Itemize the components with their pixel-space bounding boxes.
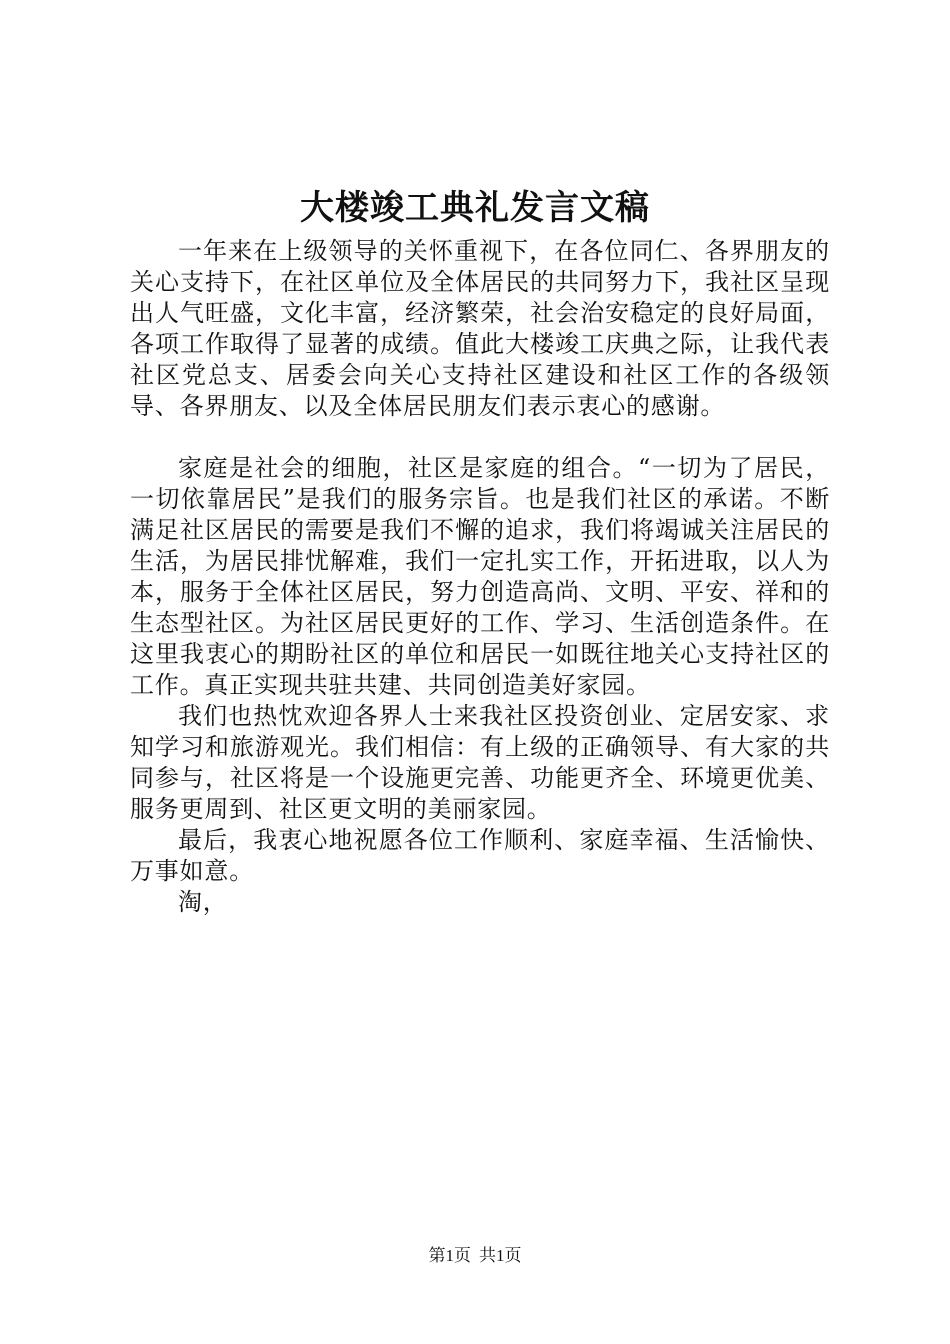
paragraph-3: 我们也热忱欢迎各界人士来我社区投资创业、定居安家、求知学习和旅游观光。我们相信：有上级的正确领导、有大家的共同参与，社区将是一个设施更完善、功能更齐全、环境更优美、服务更周到、社区更文明的美丽家园。 (130, 702, 830, 823)
page-total: 共1页 (479, 1246, 522, 1265)
page-footer (0, 1244, 950, 1268)
paragraph-spacer (130, 422, 830, 453)
document-title: 大楼竣工典礼发言文稿 (300, 188, 650, 228)
paragraph-2: 家庭是社会的细胞，社区是家庭的组合。“一切为了居民，一切依靠居民”是我们的服务宗旨。也是我们社区的承诺。不断满足社区居民的需要是我们不懈的追求，我们将竭诚关注居民的生活，为居民排忧解难，我们一定扎实工作，开拓进取，以人为本，服务于全体社区居民，努力创造高尚、文明、平安、祥和的生态型社区。为社区居民更好的工作、学习、生活创造条件。在这里我衷心的期盼社区的单位和居民一如既往地关心支持社区的工作。真正实现共驻共建、共同创造美好家园。 (130, 454, 830, 699)
paragraph-1: 一年来在上级领导的关怀重视下，在各位同仁、各界朋友的关心支持下，在社区单位及全体居民的共同努力下，我社区呈现出人气旺盛，文化丰富，经济繁荣，社会治安稳定的良好局面，各项工作取得了显著的成绩。值此大楼竣工庆典之际，让我代表社区党总支、居委会向关心支持社区建设和社区工作的各级领导、各界朋友、以及全体居民朋友们表示衷心的感谢。 (130, 237, 830, 420)
document-body (130, 236, 830, 918)
paragraph-4: 最后，我衷心地祝愿各位工作顺利、家庭幸福、生活愉快、万事如意。 (130, 826, 830, 885)
page-number: 第1页 (428, 1246, 471, 1265)
paragraph-5: 淘， (178, 888, 228, 916)
